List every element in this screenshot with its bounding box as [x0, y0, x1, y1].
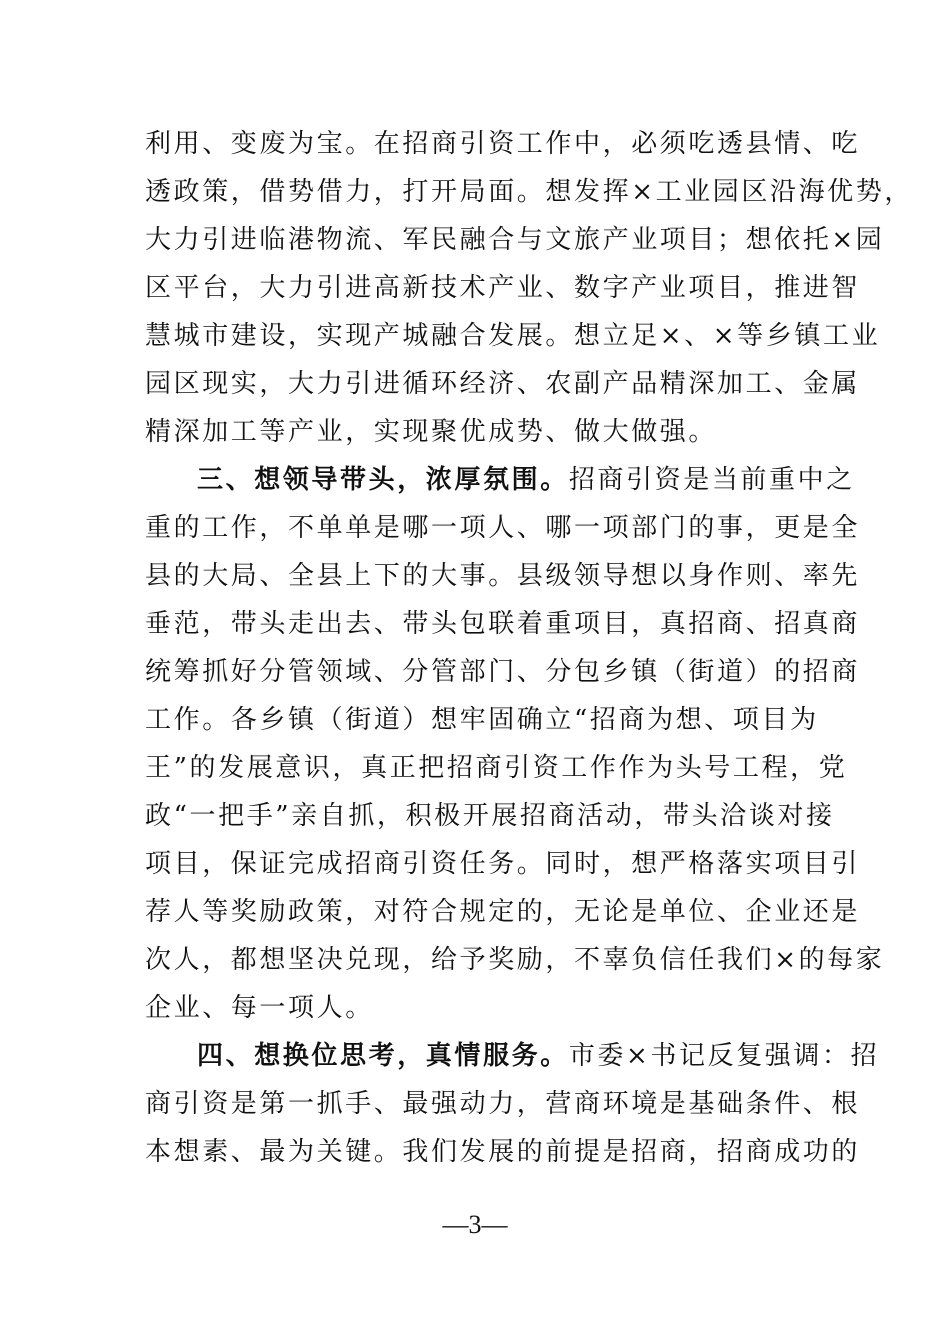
section-3-first-line-text: 招商引资是当前重中之 — [568, 465, 855, 495]
body-text-line: 次人，都想坚决兑现，给予奖励，不辜负信任我们×的每家 — [145, 945, 885, 975]
body-text-line: 利用、变废为宝。在招商引资工作中，必须吃透县情、吃 — [145, 129, 861, 159]
body-text-line: 重的工作，不单单是哪一项人、哪一项部门的事，更是全 — [145, 513, 861, 543]
body-text-line: 县的大局、全县上下的大事。县级领导想以身作则、率先 — [145, 561, 861, 591]
section-3-heading: 三、想领导带头，浓厚氛围。 — [197, 465, 569, 495]
section-3-first-line — [197, 463, 855, 497]
body-text-line: 园区现实，大力引进循环经济、农副产品精深加工、金属 — [145, 369, 861, 399]
body-text-line: 王”的发展意识，真正把招商引资工作作为头号工程，党 — [145, 753, 848, 783]
body-text-line: 慧城市建设，实现产城融合发展。想立足×、×等乡镇工业 — [145, 321, 881, 351]
body-text-line: 区平台，大力引进高新技术产业、数字产业项目，推进智 — [145, 273, 861, 303]
body-text-line: 透政策，借势借力，打开局面。想发挥×工业园区沿海优势， — [145, 177, 913, 207]
section-4-heading: 四、想换位思考，真情服务。 — [197, 1041, 569, 1071]
body-text-line: 荐人等奖励政策，对符合规定的，无论是单位、企业还是 — [145, 897, 861, 927]
body-text-line: 企业、每一项人。 — [145, 993, 374, 1023]
page-number: —3— — [442, 1210, 508, 1239]
body-text-line: 商引资是第一抓手、最强动力，营商环境是基础条件、根 — [145, 1089, 861, 1119]
body-text-line: 政“一把手”亲自抓，积极开展招商活动，带头洽谈对接 — [145, 801, 835, 831]
body-text-line: 统筹抓好分管领域、分管部门、分包乡镇（街道）的招商 — [145, 657, 861, 687]
body-text-line: 大力引进临港物流、军民融合与文旅产业项目；想依托×园 — [145, 225, 885, 255]
body-text-line: 工作。各乡镇（街道）想牢固确立“招商为想、项目为 — [145, 705, 819, 735]
section-4-first-line — [197, 1039, 879, 1073]
body-text-line: 本想素、最为关键。我们发展的前提是招商，招商成功的 — [145, 1137, 861, 1167]
section-4-first-line-text: 市委×书记反复强调：招 — [568, 1041, 880, 1071]
body-text-line: 垂范，带头走出去、带头包联着重项目，真招商、招真商 — [145, 609, 861, 639]
body-text-line: 项目，保证完成招商引资任务。同时，想严格落实项目引 — [145, 849, 861, 879]
body-text-line: 精深加工等产业，实现聚优成势、做大做强。 — [145, 417, 718, 447]
